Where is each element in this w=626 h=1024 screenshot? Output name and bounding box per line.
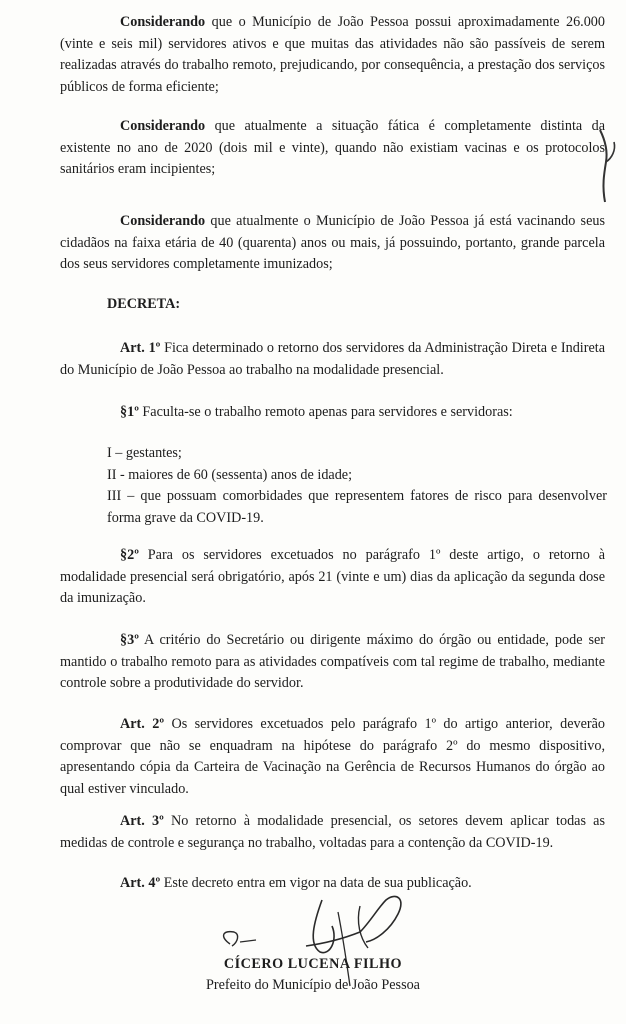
decreta-heading: DECRETA: bbox=[107, 296, 181, 312]
signatory-title: Prefeito do Município de João Pessoa bbox=[206, 977, 420, 993]
article-2 bbox=[60, 714, 605, 800]
paragraph-lead: §1º bbox=[120, 404, 139, 420]
article-lead: Art. 2º bbox=[120, 716, 165, 732]
considerando-text: que atualmente o Município de João Pessoa já está vacinando seus cidadãos na faixa etária de 40 (quarenta) anos ou mais, já possuindo, portanto, grande parcela dos seus servidores completamente imunizados; bbox=[60, 213, 605, 272]
considerando-lead: Considerando bbox=[120, 213, 206, 229]
article-text: Os servidores excetuados pelo parágrafo 1º do artigo anterior, deverão comprovar que não se enquadram na hipótese do parágrafo 2º do mesmo dispositivo, apresentando cópia da Carteira de Vacinação na Gerência de Recursos Humanos do órgão ao qual estiver vinculado. bbox=[60, 716, 606, 797]
paragraph-1 bbox=[60, 402, 605, 424]
paragraph-2 bbox=[60, 545, 605, 610]
considerando-1 bbox=[60, 12, 605, 98]
article-1 bbox=[60, 338, 605, 381]
article-3 bbox=[60, 811, 605, 854]
considerando-lead: Considerando bbox=[120, 118, 206, 134]
paragraph-lead: §2º bbox=[120, 547, 139, 563]
considerando-2 bbox=[60, 116, 605, 181]
paragraph-3 bbox=[60, 630, 605, 695]
signatory-name: CÍCERO LUCENA FILHO bbox=[223, 956, 403, 972]
considerando-text: que o Município de João Pessoa possui aproximadamente 26.000 (vinte e seis mil) servidores ativos e que muitas das atividades não são passíveis de serem realizadas através do trabalho remoto, prejudicando, por consequência, a prestação dos serviços públicos de forma eficiente; bbox=[60, 14, 605, 95]
article-text: Fica determinado o retorno dos servidores da Administração Direta e Indireta do Município de João Pessoa ao trabalho na modalidade presencial. bbox=[60, 340, 605, 378]
paragraph-text: A critério do Secretário ou dirigente máximo do órgão ou entidade, pode ser mantido o trabalho remoto para as atividades compatíveis com tal regime de trabalho, mediante controle sobre a produtividade do servidor. bbox=[60, 632, 605, 691]
inciso-item: I – gestantes; bbox=[107, 445, 182, 461]
handwritten-signature bbox=[210, 882, 440, 992]
inciso-item: II - maiores de 60 (sessenta) anos de idade; bbox=[107, 466, 353, 483]
article-lead: Art. 3º bbox=[120, 813, 164, 829]
article-text: Este decreto entra em vigor na data de sua publicação. bbox=[160, 875, 472, 891]
considerando-3 bbox=[60, 211, 605, 276]
article-lead: Art. 1º bbox=[120, 340, 161, 356]
paragraph-lead: §3º bbox=[120, 632, 139, 648]
incisos-list bbox=[107, 443, 607, 529]
considerando-lead: Considerando bbox=[120, 14, 206, 30]
paragraph-text: Para os servidores excetuados no parágrafo 1º deste artigo, o retorno à modalidade presencial será obrigatório, após 21 (vinte e um) dias da aplicação da segunda dose da imunização. bbox=[60, 547, 605, 606]
article-lead: Art. 4º bbox=[120, 875, 161, 891]
inciso-item: III – que possuam comorbidades que representem fatores de risco para desenvolver forma grave da COVID-19. bbox=[107, 488, 607, 526]
article-4 bbox=[60, 873, 605, 895]
considerando-text: que atualmente a situação fática é completamente distinta da existente no ano de 2020 (dois mil e vinte), quando não existiam vacinas e os protocolos sanitários eram incipientes; bbox=[60, 118, 605, 177]
paragraph-text: Faculta-se o trabalho remoto apenas para servidores e servidoras: bbox=[138, 404, 513, 420]
article-text: No retorno à modalidade presencial, os setores devem aplicar todas as medidas de controle e segurança no trabalho, voltadas para a contenção da COVID-19. bbox=[60, 813, 606, 851]
